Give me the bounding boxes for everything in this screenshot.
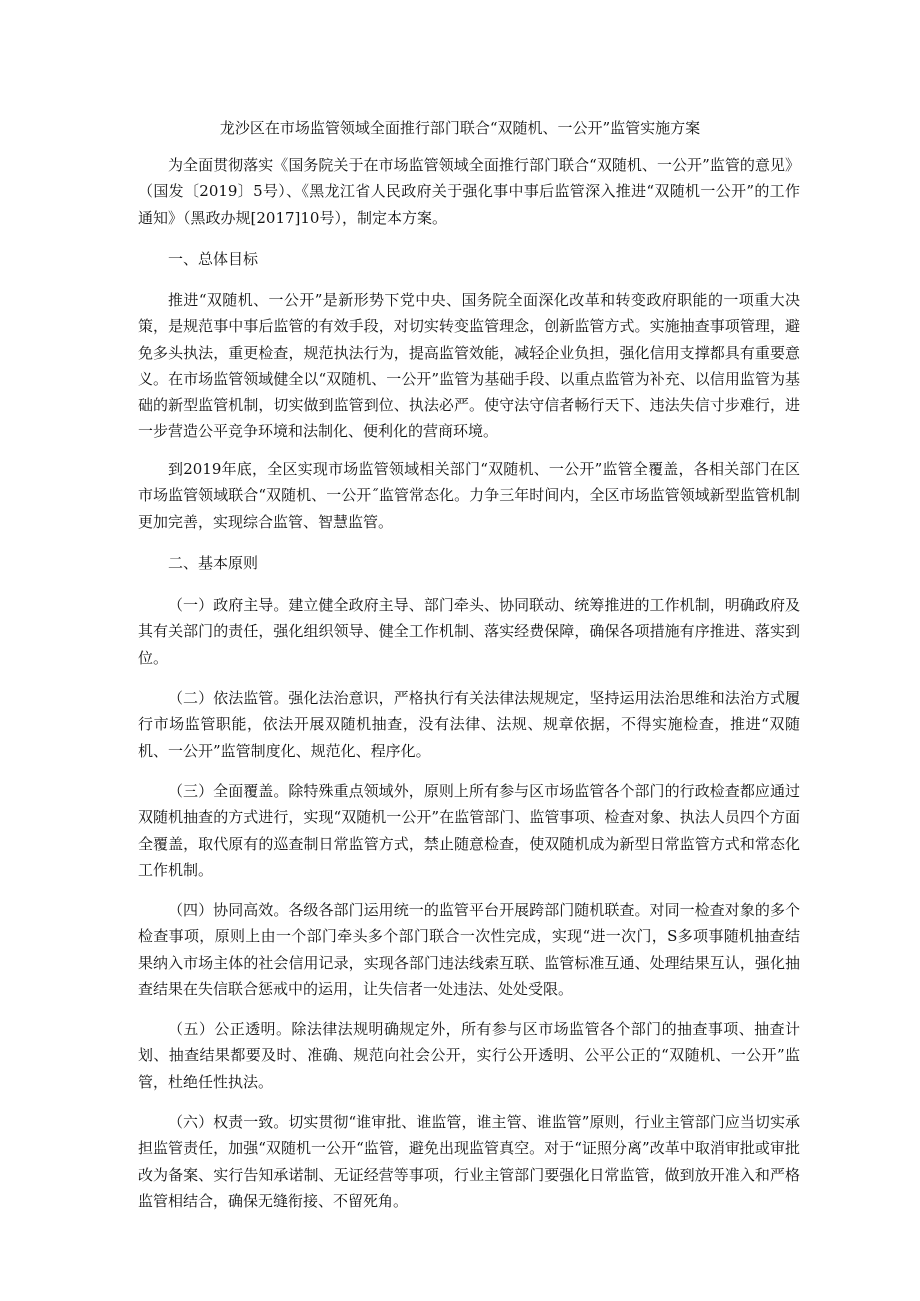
goals-paragraph-1: 推进“双随机、一公开”是新形势下党中央、国务院全面深化改革和转变政府职能的一项重大决策，是规范事中事后监管的有效手段，对切实转变监管理念，创新监管方式。实施抽查事项管理，避免多头执法，重更检查，规范执法行为，提高监管效能，减轻企业负担，强化信用支撑都具有重要意义。在市场监管领域健全以“双随机、一公开”监管为基础手段、以重点监管为补充、以信用监管为基础的新型监管机制，切实做到监管到位、执法必严。使守法守信者畅行天下、违法失信寸步难行，进一步营造公平竞争环境和法制化、便利化的营商环境。	[138, 291, 800, 441]
goals-paragraph-2: 到2019年底，全区实现市场监管领域相关部门“双随机、一公开”监管全覆盖，各相关部门在区市场监管领域联合“双随机、一公开˝监管常态化。力争三年时间内，全区市场监管领域新型监管机制更加完善，实现综合监管、智慧监管。	[138, 460, 800, 531]
principle-paragraph-6: （六）权责一致。切实贯彻“谁审批、谁监管，谁主管、谁监管”原则，行业主管部门应当切实承担监管责任，加强“双随机一公开“监管，避免出现监管真空。对于“证照分离”改革中取消审批或审批改为备案、实行告知承诺制、无证经营等事项，行业主管部门要强化日常监管，做到放开准入和严格监管相结合，确保无缝衔接、不留死角。	[138, 1113, 800, 1210]
principle-paragraph-3: （三）全面覆盖。除特殊重点领域外，原则上所有参与区市场监管各个部门的行政检查都应通过双随机抽查的方式进行，实现“双随机一公开”在监管部门、监管事项、检查对象、执法人员四个方面全覆盖，取代原有的巡查制日常监管方式，禁止随意检查，使双随机成为新型日常监管方式和常态化工作机制。	[138, 782, 800, 879]
principle-paragraph-2: （二）依法监管。强化法治意识，严格执行有关法律法规规定，坚持运用法治思维和法治方式履行市场监管职能，依法开展双随机抽查，没有法律、法规、规章依据，不得实施检查，推进“双随机、一公开”监管制度化、规范化、程序化。	[138, 689, 800, 760]
document-title: 龙沙区在市场监管领域全面推行部门联合“双随机、一公开”监管实施方案	[219, 119, 701, 137]
section-heading-goals: 一、总体目标	[168, 250, 259, 268]
principle-paragraph-1: （一）政府主导。建立健全政府主导、部门牵头、协同联动、统筹推进的工作机制，明确政府及其有关部门的责任，强化组织领导、健全工作机制、落实经费保障，确保各项措施有序推进、落实到位。	[138, 596, 800, 667]
section-heading-principles: 二、基本原则	[168, 554, 259, 572]
intro-paragraph: 为全面贯彻落实《国务院关于在市场监管领域全面推行部门联合“双随机、一公开”监管的意见》（国发〔2019〕5号）、《黑龙江省人民政府关于强化事中事后监管深入推进“双随机一公开”的工作通知》（黑政办规[2017]10号），制定本方案。	[138, 156, 800, 227]
principle-paragraph-5: （五）公正透明。除法律法规明确规定外，所有参与区市场监管各个部门的抽查事项、抽查计划、抽查结果都要及时、准确、规范向社会公开，实行公开透明、公平公正的“双随机、一公开”监管，杜绝任性执法。	[138, 1020, 800, 1091]
principle-paragraph-4: （四）协同高效。各级各部门运用统一的监管平台开展跨部门随机联查。对同一检查对象的多个检查事项，原则上由一个部门牵头多个部门联合一次性完成，实现“进一次门，S多项事随机抽查结果纳入市场主体的社会信用记录，实现各部门违法线索互联、监管标准互通、处理结果互认，强化抽查结果在失信联合惩戒中的运用，让失信者一处违法、处处受限。	[138, 901, 800, 998]
